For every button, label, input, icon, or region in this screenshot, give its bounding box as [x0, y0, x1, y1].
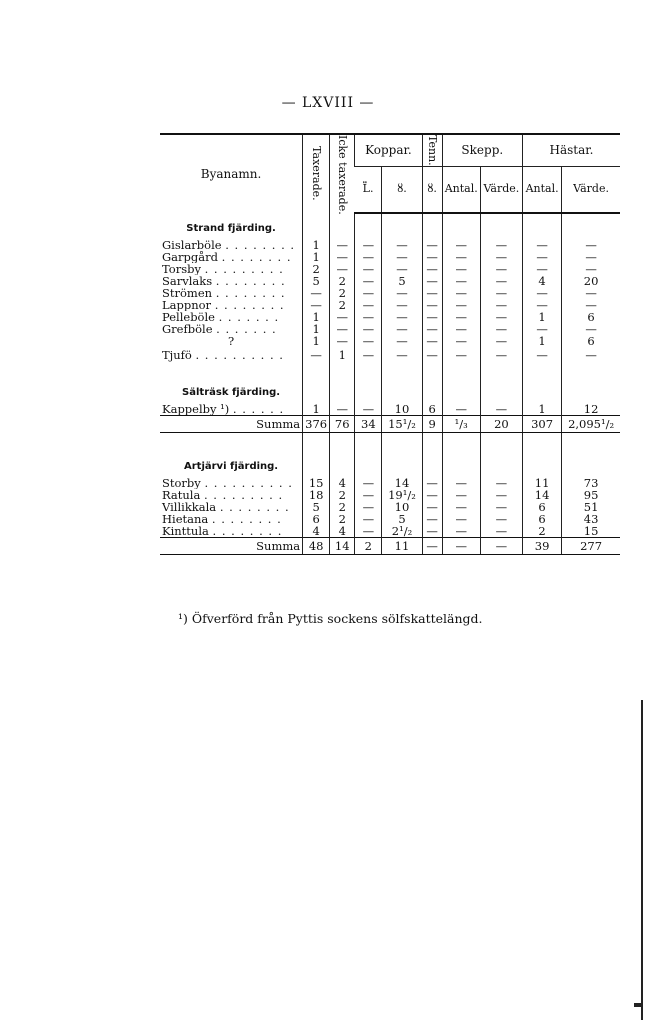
header-hastar: Hästar.	[523, 134, 621, 166]
cell: —	[480, 477, 522, 489]
cell: —	[480, 347, 522, 363]
cell: —	[480, 299, 522, 311]
page-edge-mark	[634, 1003, 642, 1007]
village-name: Villikkala . . . . . . . .	[162, 501, 290, 513]
table-row	[160, 287, 620, 299]
table-row	[160, 275, 620, 287]
cell: —	[562, 323, 620, 335]
section-heading-row	[160, 433, 620, 478]
cell: —	[355, 287, 382, 299]
table-row	[160, 263, 620, 275]
cell: 6	[562, 311, 620, 323]
cell: —	[442, 513, 480, 525]
sum-cell: 14	[330, 538, 355, 555]
cell: —	[382, 347, 422, 363]
table-row	[160, 311, 620, 323]
cell: —	[330, 251, 355, 263]
village-name: Lappnor . . . . . . . .	[162, 299, 285, 311]
sum-cell: 2	[355, 538, 382, 555]
cell: —	[562, 263, 620, 275]
cell: —	[330, 403, 355, 416]
village-name: Grefböle . . . . . . .	[162, 323, 277, 335]
table-row	[160, 513, 620, 525]
cell: —	[330, 263, 355, 275]
cell: 2	[523, 525, 562, 538]
cell: —	[422, 477, 442, 489]
header-tenn: Tenn.	[422, 134, 442, 166]
cell: —	[355, 263, 382, 275]
cell: 1	[523, 403, 562, 416]
table-row	[160, 489, 620, 501]
cell: —	[382, 311, 422, 323]
cell: —	[422, 263, 442, 275]
cell: —	[480, 501, 522, 513]
table-row	[160, 403, 620, 416]
cell: —	[480, 513, 522, 525]
cell: 1	[303, 323, 330, 335]
cell: 2	[303, 263, 330, 275]
sum-cell: ¹/₃	[442, 416, 480, 433]
section-heading-row	[160, 363, 620, 403]
cell: 11	[523, 477, 562, 489]
village-name: Kappelby ¹) . . . . . .	[162, 403, 285, 416]
cell: —	[480, 525, 522, 538]
cell: 5	[382, 275, 422, 287]
cell: —	[422, 299, 442, 311]
cell: 5	[303, 501, 330, 513]
cell: —	[480, 251, 522, 263]
sum-cell: 11	[382, 538, 422, 555]
cell: 10	[382, 403, 422, 416]
cell: 15	[562, 525, 620, 538]
cell: 1	[523, 335, 562, 347]
cell: 43	[562, 513, 620, 525]
summa-label: Summa	[160, 538, 303, 555]
cell: —	[442, 347, 480, 363]
cell: 19¹/₂	[382, 489, 422, 501]
header-tenn-unit: ȣ.	[422, 166, 442, 213]
cell: —	[355, 275, 382, 287]
cell: 10	[382, 501, 422, 513]
cell: —	[480, 239, 522, 251]
cell: 12	[562, 403, 620, 416]
cell: —	[442, 477, 480, 489]
cell: —	[355, 323, 382, 335]
cell: —	[355, 513, 382, 525]
cell: 5	[382, 513, 422, 525]
cell: —	[562, 347, 620, 363]
sum-cell: 48	[303, 538, 330, 555]
cell: —	[355, 347, 382, 363]
table-row	[160, 251, 620, 263]
footnote: ¹) Öfverförd från Pyttis sockens sölfskattelängd.	[178, 611, 483, 626]
cell: —	[422, 489, 442, 501]
table-row	[160, 299, 620, 311]
cell: 73	[562, 477, 620, 489]
page-edge-rule	[641, 700, 643, 1020]
cell: —	[523, 347, 562, 363]
village-name: Ratula . . . . . . . . .	[162, 489, 284, 501]
section-title: Sälträsk fjärding.	[182, 387, 281, 398]
village-name: ?	[227, 335, 235, 347]
cell: —	[382, 335, 422, 347]
header-hastar-varde: Värde.	[562, 166, 620, 213]
cell: —	[442, 311, 480, 323]
cell: —	[562, 299, 620, 311]
table-row	[160, 335, 620, 347]
cell: —	[355, 525, 382, 538]
header-skepp-varde: Värde.	[480, 166, 522, 213]
cell: —	[355, 239, 382, 251]
cell: —	[422, 275, 442, 287]
sum-cell: 376	[303, 416, 330, 433]
cell: —	[355, 489, 382, 501]
cell: 2¹/₂	[382, 525, 422, 538]
cell: 6	[523, 513, 562, 525]
header-taxerade: Taxerade.	[303, 134, 330, 213]
cell: —	[442, 501, 480, 513]
cell: —	[442, 525, 480, 538]
header-koppar-unit: ȣ.	[382, 166, 422, 213]
cell: —	[355, 299, 382, 311]
cell: —	[330, 335, 355, 347]
cell: 14	[523, 489, 562, 501]
cell: —	[442, 251, 480, 263]
cell: 2	[330, 287, 355, 299]
section-title: Strand fjärding.	[186, 223, 276, 234]
page-number: — LXVIII —	[281, 95, 375, 111]
table-row	[160, 347, 620, 363]
cell: 18	[303, 489, 330, 501]
section-title: Artjärvi fjärding.	[184, 461, 279, 472]
cell: —	[382, 251, 422, 263]
sum-cell: 9	[422, 416, 442, 433]
cell: —	[422, 239, 442, 251]
cell: —	[330, 323, 355, 335]
summa-label: Summa	[160, 416, 303, 433]
cell: —	[422, 513, 442, 525]
cell: 6	[303, 513, 330, 525]
cell: —	[562, 239, 620, 251]
cell: 4	[330, 477, 355, 489]
village-census-table	[160, 133, 620, 555]
table-row	[160, 501, 620, 513]
village-name: Hietana . . . . . . . .	[162, 513, 282, 525]
cell: 6	[422, 403, 442, 416]
cell: —	[523, 299, 562, 311]
cell: —	[355, 311, 382, 323]
summa-row	[160, 416, 620, 433]
cell: —	[562, 287, 620, 299]
sum-cell: —	[480, 538, 522, 555]
cell: —	[480, 323, 522, 335]
sum-cell: 34	[355, 416, 382, 433]
cell: —	[480, 287, 522, 299]
cell: 4	[303, 525, 330, 538]
cell: 1	[523, 311, 562, 323]
cell: —	[382, 239, 422, 251]
sum-cell: 2,095¹/₂	[562, 416, 620, 433]
cell: —	[330, 311, 355, 323]
cell: —	[442, 263, 480, 275]
cell: 95	[562, 489, 620, 501]
header-skepp-antal: Antal.	[442, 166, 480, 213]
cell: —	[442, 287, 480, 299]
cell: —	[422, 525, 442, 538]
cell: —	[442, 299, 480, 311]
cell: 2	[330, 299, 355, 311]
cell: —	[442, 239, 480, 251]
table-body	[160, 213, 620, 555]
cell: —	[355, 477, 382, 489]
cell: —	[382, 323, 422, 335]
cell: 4	[523, 275, 562, 287]
village-name: Torsby . . . . . . . . .	[162, 263, 284, 275]
cell: 2	[330, 501, 355, 513]
cell: 2	[330, 489, 355, 501]
village-name: Tjufö . . . . . . . . . .	[162, 348, 284, 362]
cell: —	[422, 335, 442, 347]
village-name: Storby . . . . . . . . . .	[162, 477, 293, 489]
cell: —	[480, 263, 522, 275]
cell: —	[422, 347, 442, 363]
cell: —	[442, 335, 480, 347]
cell: —	[382, 287, 422, 299]
cell: 1	[303, 251, 330, 263]
village-name: Sarvlaks . . . . . . . .	[162, 275, 286, 287]
cell: —	[523, 263, 562, 275]
cell: —	[382, 263, 422, 275]
cell: 51	[562, 501, 620, 513]
cell: —	[442, 489, 480, 501]
cell: —	[355, 335, 382, 347]
cell: 1	[303, 335, 330, 347]
sum-cell: —	[422, 538, 442, 555]
cell: —	[480, 311, 522, 323]
village-name: Gislarböle . . . . . . . .	[162, 239, 296, 251]
sum-cell: 76	[330, 416, 355, 433]
cell: —	[422, 287, 442, 299]
header-skepp: Skepp.	[442, 134, 522, 166]
cell: —	[442, 323, 480, 335]
cell: —	[422, 323, 442, 335]
sum-cell: —	[442, 538, 480, 555]
sum-cell: 307	[523, 416, 562, 433]
header-hastar-antal: Antal.	[523, 166, 562, 213]
section-heading-row	[160, 213, 620, 239]
cell: —	[480, 335, 522, 347]
cell: —	[480, 403, 522, 416]
cell: 2	[330, 513, 355, 525]
village-name: Strömen . . . . . . . .	[162, 287, 286, 299]
cell: 1	[303, 239, 330, 251]
cell: 1	[303, 403, 330, 416]
village-name: Kinttula . . . . . . . .	[162, 525, 283, 538]
cell: —	[523, 239, 562, 251]
cell: —	[523, 287, 562, 299]
cell: —	[523, 323, 562, 335]
cell: —	[422, 251, 442, 263]
cell: —	[422, 311, 442, 323]
header-icke-taxerade: Icke taxerade.	[330, 134, 355, 213]
cell: —	[442, 403, 480, 416]
sum-cell: 39	[523, 538, 562, 555]
cell: 20	[562, 275, 620, 287]
sum-cell: 15¹/₂	[382, 416, 422, 433]
cell: 2	[330, 275, 355, 287]
table-row	[160, 239, 620, 251]
cell: —	[480, 489, 522, 501]
cell: 4	[330, 525, 355, 538]
village-name: Pelleböle . . . . . . .	[162, 311, 280, 323]
header-koppar-lb: L̈̈.	[355, 166, 382, 213]
cell: —	[303, 299, 330, 311]
cell: —	[330, 239, 355, 251]
cell: 14	[382, 477, 422, 489]
cell: 6	[562, 335, 620, 347]
table-row	[160, 323, 620, 335]
cell: —	[355, 251, 382, 263]
summa-row	[160, 538, 620, 555]
sum-cell: 20	[480, 416, 522, 433]
cell: 5	[303, 275, 330, 287]
header-byanamn: Byanamn.	[160, 134, 303, 213]
cell: —	[355, 501, 382, 513]
header-koppar: Koppar.	[355, 134, 422, 166]
cell: 6	[523, 501, 562, 513]
cell: 1	[330, 347, 355, 363]
cell: —	[442, 275, 480, 287]
cell: —	[303, 347, 330, 363]
table-row	[160, 525, 620, 538]
cell: —	[422, 501, 442, 513]
village-name: Garpgård . . . . . . . .	[162, 251, 292, 263]
cell: 15	[303, 477, 330, 489]
cell: —	[382, 299, 422, 311]
cell: —	[523, 251, 562, 263]
cell: —	[480, 275, 522, 287]
cell: —	[355, 403, 382, 416]
cell: —	[562, 251, 620, 263]
cell: 1	[303, 311, 330, 323]
sum-cell: 277	[562, 538, 620, 555]
cell: —	[303, 287, 330, 299]
